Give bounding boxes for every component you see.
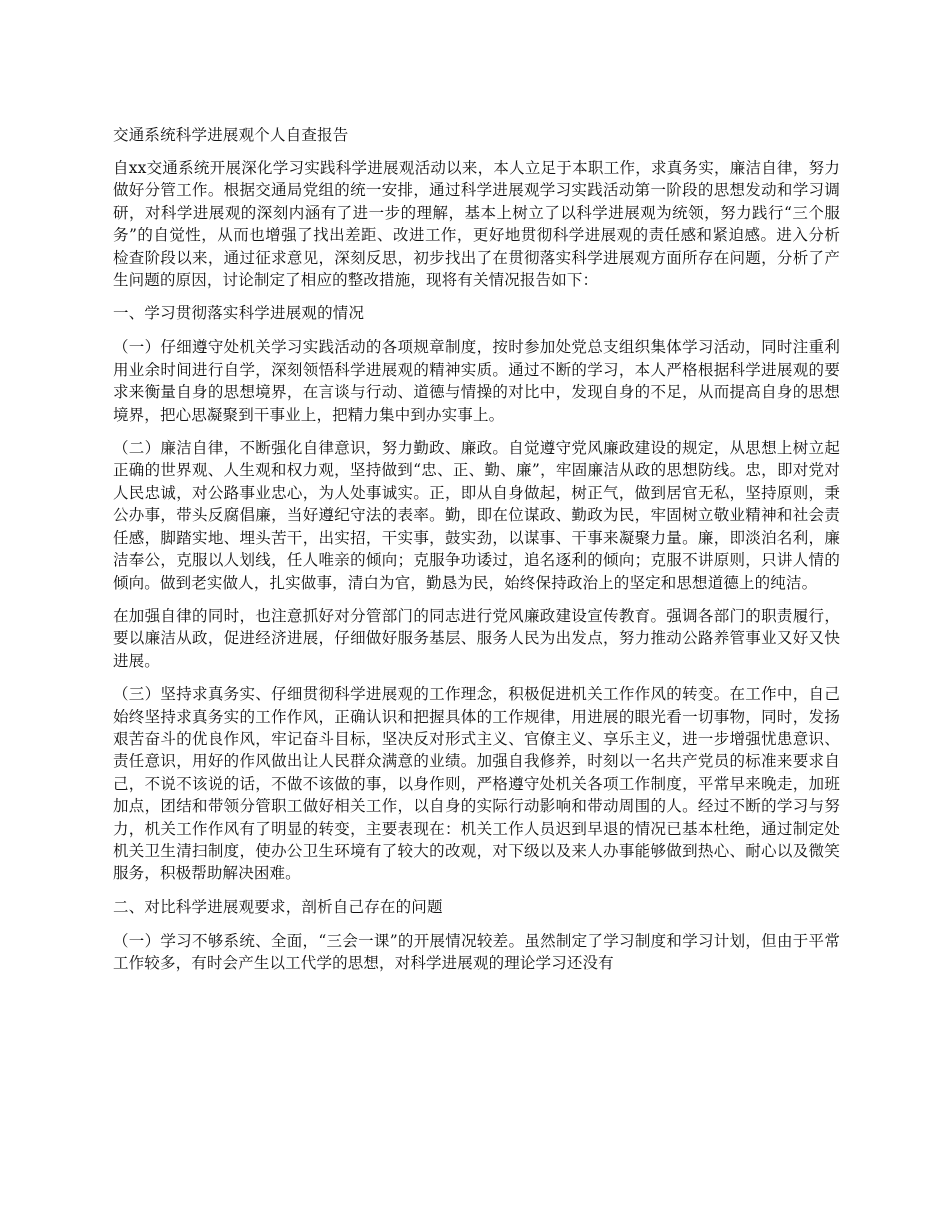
section-1-paragraph-1: （一）仔细遵守处机关学习实践活动的各项规章制度，按时参加处党总支组织集体学习活动，同时注重利用业余时间进行自学，深刻领悟科学进展观的精神实质。通过不断的学习，本人严格根据科学进展观的要求来衡量自身的思想境界，在言谈与行动、道德与情操的对比中，发现自身的不足，从而提高自身的思想境界，把心思凝聚到干事业上，把精力集中到办实事上。 bbox=[113, 338, 840, 424]
section-1-paragraph-3: 在加强自律的同时，也注意抓好对分管部门的同志进行党风廉政建设宣传教育。强调各部门的职责履行，要以廉洁从政，促进经济进展，仔细做好服务基层、服务人民为出发点，努力推动公路养管事业又好又快进展。 bbox=[113, 606, 840, 670]
section-2-heading: 二、对比科学进展观要求，剖析自己存在的问题 bbox=[113, 897, 443, 916]
section-1-paragraph-4: （三）坚持求真务实、仔细贯彻科学进展观的工作理念，积极促进机关工作作风的转变。在工作中，自己始终坚持求真务实的工作作风，正确认识和把握具体的工作规律，用进展的眼光看一切事物，同时，发扬艰苦奋斗的优良作风，牢记奋斗目标，坚决反对形式主义、官僚主义、享乐主义，进一步增强忧患意识、责任意识，用好的作风做出让人民群众满意的业绩。加强自我修养，时刻以一名共产党员的标准来要求自己，不说不该说的话，不做不该做的事，以身作则，严格遵守处机关各项工作制度，平常早来晚走，加班加点，团结和带领分管职工做好相关工作，以自身的实际行动影响和带动周围的人。经过不断的学习与努力，机关工作作风有了明显的转变，主要表现在：机关工作人员迟到早退的情况已基本杜绝，通过制定处机关卫生清扫制度，使办公卫生环境有了较大的改观，对下级以及来人办事能够做到热心、耐心以及微笑服务，积极帮助解决困难。 bbox=[113, 685, 840, 883]
section-1-heading: 一、学习贯彻落实科学进展观的情况 bbox=[113, 304, 365, 323]
document-page bbox=[113, 124, 840, 986]
intro-paragraph: 自xx交通系统开展深化学习实践科学进展观活动以来，本人立足于本职工作，求真务实，廉洁自律，努力做好分管工作。根据交通局党组的统一安排，通过科学进展观学习实践活动第一阶段的思想发动和学习调研，对科学进展观的深刻内涵有了进一步的理解，基本上树立了以科学进展观为统领，努力践行“三个服务”的自觉性，从而也增强了找出差距、改进工作，更好地贯彻科学进展观的责任感和紧迫感。进入分析检查阶段以来，通过征求意见，深刻反思，初步找出了在贯彻落实科学进展观方面所存在问题，分析了产生问题的原因，讨论制定了相应的整改措施，现将有关情况报告如下： bbox=[113, 159, 840, 290]
section-1-paragraph-2: （二）廉洁自律，不断强化自律意识，努力勤政、廉政。自觉遵守党风廉政建设的规定，从思想上树立起正确的世界观、人生观和权力观，坚持做到“忠、正、勤、廉”，牢固廉洁从政的思想防线。忠，即对党对人民忠诚，对公路事业忠心，为人处事诚实。正，即从自身做起，树正气，做到居官无私，坚持原则，秉公办事，带头反腐倡廉，当好遵纪守法的表率。勤，即在位谋政、勤政为民，牢固树立敬业精神和社会责任感，脚踏实地、埋头苦干，出实招，干实事，鼓实劲，以谋事、干事来凝聚力量。廉，即淡泊名利，廉洁奉公，克服以人划线，任人唯亲的倾向；克服争功诿过，追名逐利的倾向；克服不讲原则，只讲人情的倾向。做到老实做人，扎实做事，清白为官，勤恳为民，始终保持政治上的坚定和思想道德上的纯洁。 bbox=[113, 439, 840, 592]
section-2-paragraph-1: （一）学习不够系统、全面，“三会一课”的开展情况较差。虽然制定了学习制度和学习计划，但由于平常工作较多，有时会产生以工代学的思想，对科学进展观的理论学习还没有 bbox=[113, 931, 840, 973]
document-title: 交通系统科学进展观个人自查报告 bbox=[113, 126, 349, 144]
